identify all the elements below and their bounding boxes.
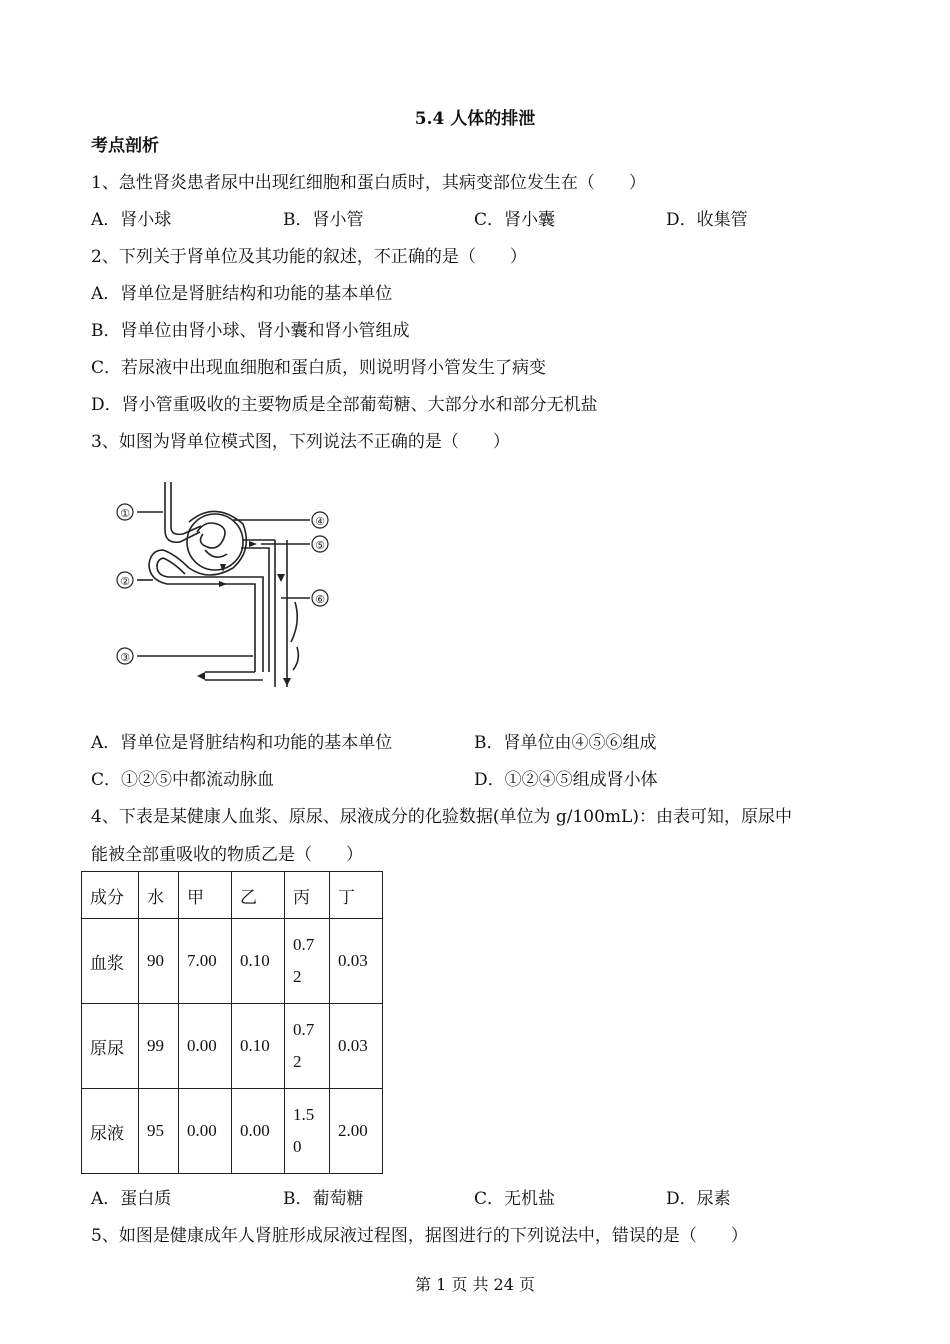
table-cell <box>285 1004 330 1089</box>
table-row <box>82 1004 383 1089</box>
diagram-label-6: ⑥ <box>315 593 325 606</box>
table-cell: 原尿 <box>82 1004 139 1089</box>
diagram-label-2: ② <box>120 575 130 588</box>
nephron-diagram <box>105 472 345 694</box>
table-cell <box>285 919 330 1004</box>
table-cell: 0.10 <box>232 919 285 1004</box>
diagram-label-5: ⑤ <box>315 539 325 552</box>
table-cell: 尿液 <box>82 1089 139 1174</box>
q2-option-b: B．肾单位由肾小球、肾小囊和肾小管组成 <box>91 321 410 341</box>
table-cell-text: 0.72 <box>293 935 315 986</box>
table-header-cell: 水 <box>139 872 179 919</box>
table-header-row <box>82 872 383 919</box>
table-row <box>82 1089 383 1174</box>
q4-stem-line1: 4、下表是某健康人血浆、原尿、尿液成分的化验数据(单位为 g/100mL)：由表可知，原尿中 <box>91 807 792 827</box>
table-cell: 7.00 <box>179 919 232 1004</box>
table-row <box>82 919 383 1004</box>
table-cell: 99 <box>139 1004 179 1089</box>
diagram-label-3: ③ <box>120 651 130 664</box>
table-cell: 0.00 <box>179 1004 232 1089</box>
q3-option-a: A．肾单位是肾脏结构和功能的基本单位 <box>91 733 393 753</box>
q4-option-c: C．无机盐 <box>474 1189 556 1209</box>
q1-stem: 1、急性肾炎患者尿中出现红细胞和蛋白质时，其病变部位发生在（ ） <box>91 173 646 193</box>
table-header-cell: 甲 <box>179 872 232 919</box>
q3-stem: 3、如图为肾单位模式图，下列说法不正确的是（ ） <box>91 432 510 452</box>
q1-option-d: D．收集管 <box>666 210 748 230</box>
diagram-label-4: ④ <box>315 515 325 528</box>
table-cell: 0.00 <box>232 1089 285 1174</box>
table-cell: 血浆 <box>82 919 139 1004</box>
q2-option-d: D．肾小管重吸收的主要物质是全部葡萄糖、大部分水和部分无机盐 <box>91 395 598 415</box>
q3-option-b: B．肾单位由④⑤⑥组成 <box>474 733 657 753</box>
diagram-label-1: ① <box>120 507 130 520</box>
table-cell: 0.10 <box>232 1004 285 1089</box>
table-cell-text: 0.72 <box>293 1020 315 1071</box>
table-header-cell: 丁 <box>330 872 383 919</box>
q2-option-a: A．肾单位是肾脏结构和功能的基本单位 <box>91 284 393 304</box>
q1-option-b: B．肾小管 <box>283 210 364 230</box>
page-title: 5.4 人体的排泄 <box>414 109 536 129</box>
q4-stem-line2: 能被全部重吸收的物质乙是（ ） <box>91 845 363 865</box>
table-cell: 95 <box>139 1089 179 1174</box>
q5-stem: 5、如图是健康成年人肾脏形成尿液过程图，据图进行的下列说法中，错误的是（ ） <box>91 1226 748 1246</box>
composition-table <box>81 871 383 1174</box>
table-cell: 0.03 <box>330 1004 383 1089</box>
table-cell <box>285 1089 330 1174</box>
q3-option-c: C．①②⑤中都流动脉血 <box>91 770 275 790</box>
table-cell: 0.00 <box>179 1089 232 1174</box>
q4-option-a: A．蛋白质 <box>91 1189 172 1209</box>
q2-option-c: C．若尿液中出现血细胞和蛋白质，则说明肾小管发生了病变 <box>91 358 547 378</box>
q4-option-b: B．葡萄糖 <box>283 1189 364 1209</box>
page-footer: 第 1 页 共 24 页 <box>415 1275 535 1294</box>
q2-stem: 2、下列关于肾单位及其功能的叙述，不正确的是（ ） <box>91 247 527 267</box>
table-header-cell: 成分 <box>82 872 139 919</box>
table-cell-text: 1.50 <box>293 1105 315 1156</box>
table-cell: 0.03 <box>330 919 383 1004</box>
q3-option-d: D．①②④⑤组成肾小体 <box>474 770 658 790</box>
q1-option-a: A．肾小球 <box>91 210 172 230</box>
table-cell: 90 <box>139 919 179 1004</box>
table-header-cell: 乙 <box>232 872 285 919</box>
q1-option-c: C．肾小囊 <box>474 210 556 230</box>
table-header-cell: 丙 <box>285 872 330 919</box>
q4-option-d: D．尿素 <box>666 1189 731 1209</box>
table-cell: 2.00 <box>330 1089 383 1174</box>
section-heading: 考点剖析 <box>91 136 159 156</box>
